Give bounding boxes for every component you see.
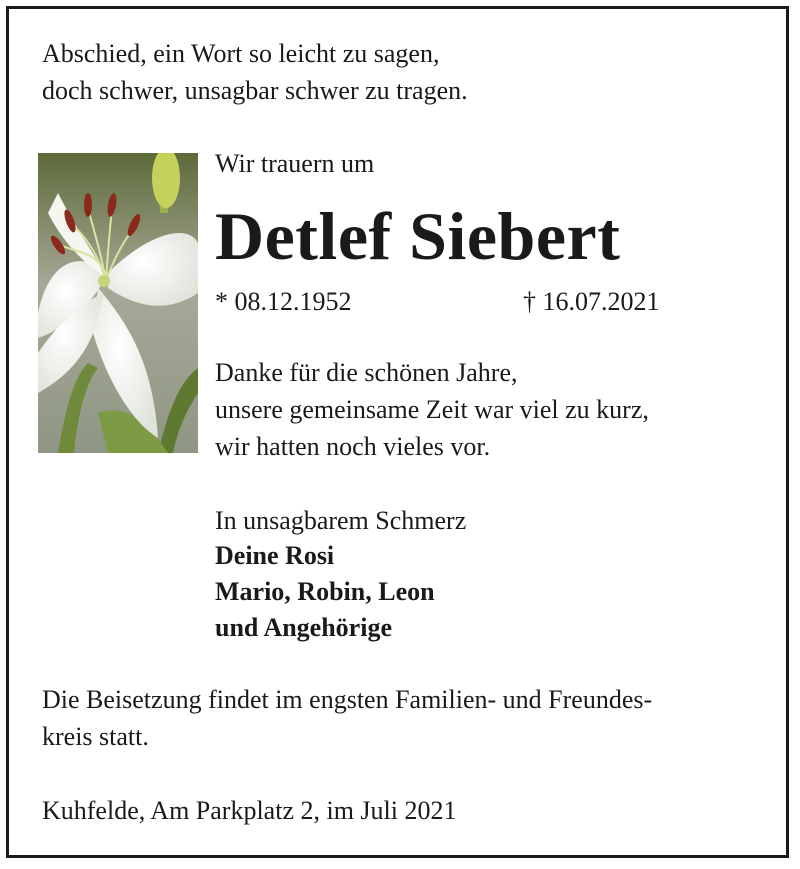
lily-photo — [38, 153, 198, 453]
burial-line-2: kreis statt. — [42, 722, 149, 751]
intro-line-2: doch schwer, unsagbar schwer zu tragen. — [42, 76, 468, 105]
intro-line-1: Abschied, ein Wort so leicht zu sagen, — [42, 39, 440, 68]
mourner-name-1: Deine Rosi — [215, 541, 335, 570]
mourning-intro: Wir trauern um — [215, 149, 375, 178]
birth-date: * 08.12.1952 — [215, 287, 352, 316]
message-line-2: unsere gemeinsame Zeit war viel zu kurz, — [215, 395, 649, 424]
grief-intro: In unsagbarem Schmerz — [215, 506, 467, 535]
death-date: † 16.07.2021 — [523, 287, 660, 316]
mourner-name-3: und Angehörige — [215, 613, 392, 642]
message-line-1: Danke für die schönen Jahre, — [215, 358, 518, 387]
deceased-name: Detlef Siebert — [215, 198, 621, 274]
burial-line-1: Die Beisetzung findet im engsten Familien- und Freundes- — [42, 685, 653, 714]
place-date: Kuhfelde, Am Parkplatz 2, im Juli 2021 — [42, 796, 457, 825]
message-line-3: wir hatten noch vieles vor. — [215, 432, 491, 461]
mourner-name-2: Mario, Robin, Leon — [215, 577, 435, 606]
